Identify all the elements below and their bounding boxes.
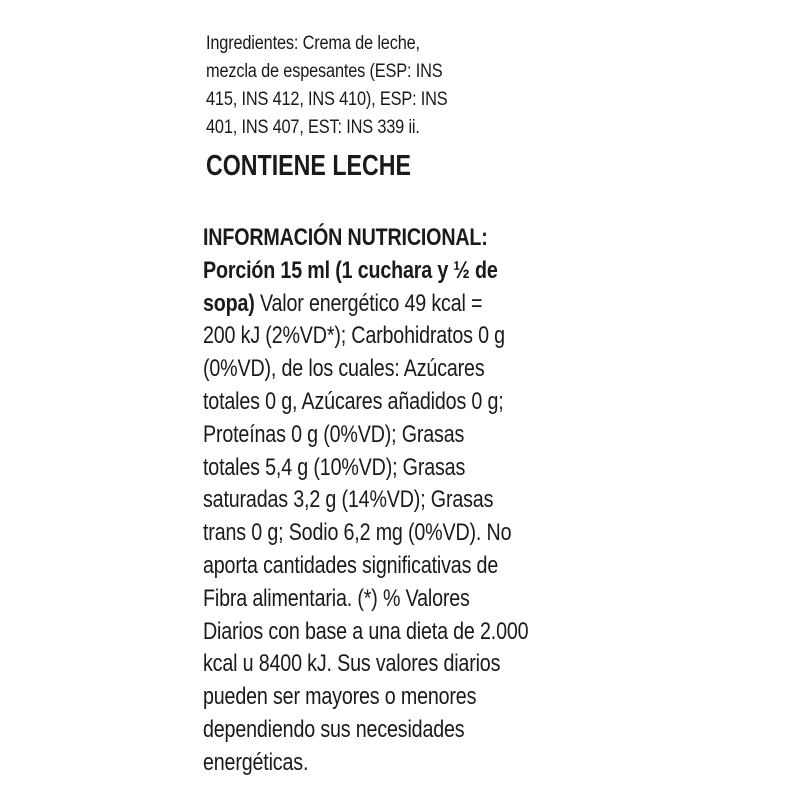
nutrition-line: aporta cantidades significativas de: [203, 551, 499, 579]
ingredients-line: mezcla de espesantes (ESP: INS: [206, 61, 443, 82]
ingredients-line: 401, INS 407, EST: INS 339 ii.: [206, 117, 420, 138]
nutrition-info-block: [203, 222, 623, 780]
portion-unit-text: sopa): [203, 289, 255, 317]
nutrition-line: totales 5,4 g (10%VD); Grasas: [203, 453, 466, 481]
nutrition-line: kcal u 8400 kJ. Sus valores diarios: [203, 650, 501, 678]
ingredients-line: Ingredientes: Crema de leche,: [206, 33, 420, 54]
nutrition-line: (0%VD), de los cuales: Azúcares: [203, 355, 485, 383]
allergen-warning: CONTIENE LECHE: [206, 150, 411, 182]
nutrition-line: trans 0 g; Sodio 6,2 mg (0%VD). No: [203, 519, 512, 547]
nutrition-heading: INFORMACIÓN NUTRICIONAL:: [203, 224, 488, 251]
nutrition-line: Diarios con base a una dieta de 2.000: [203, 617, 529, 645]
nutrition-line: dependiendo sus necesidades: [203, 715, 465, 743]
portion-line: Porción 15 ml (1 cuchara y ½ de: [203, 256, 498, 284]
nutrition-line: Proteínas 0 g (0%VD); Grasas: [203, 420, 465, 448]
ingredients-block: [206, 30, 536, 142]
energy-value-text: Valor energético 49 kcal =: [254, 289, 483, 317]
nutrition-line: totales 0 g, Azúcares añadidos 0 g;: [203, 387, 504, 415]
nutrition-line: energéticas.: [203, 748, 309, 776]
ingredients-line: 415, INS 412, INS 410), ESP: INS: [206, 89, 448, 110]
nutrition-line: 200 kJ (2%VD*); Carbohidratos 0 g: [203, 322, 505, 350]
nutrition-line: saturadas 3,2 g (14%VD); Grasas: [203, 486, 494, 514]
nutrition-line: Fibra alimentaria. (*) % Valores: [203, 584, 470, 612]
portion-energy-line: [203, 288, 547, 321]
nutrition-line: pueden ser mayores o menores: [203, 683, 477, 711]
